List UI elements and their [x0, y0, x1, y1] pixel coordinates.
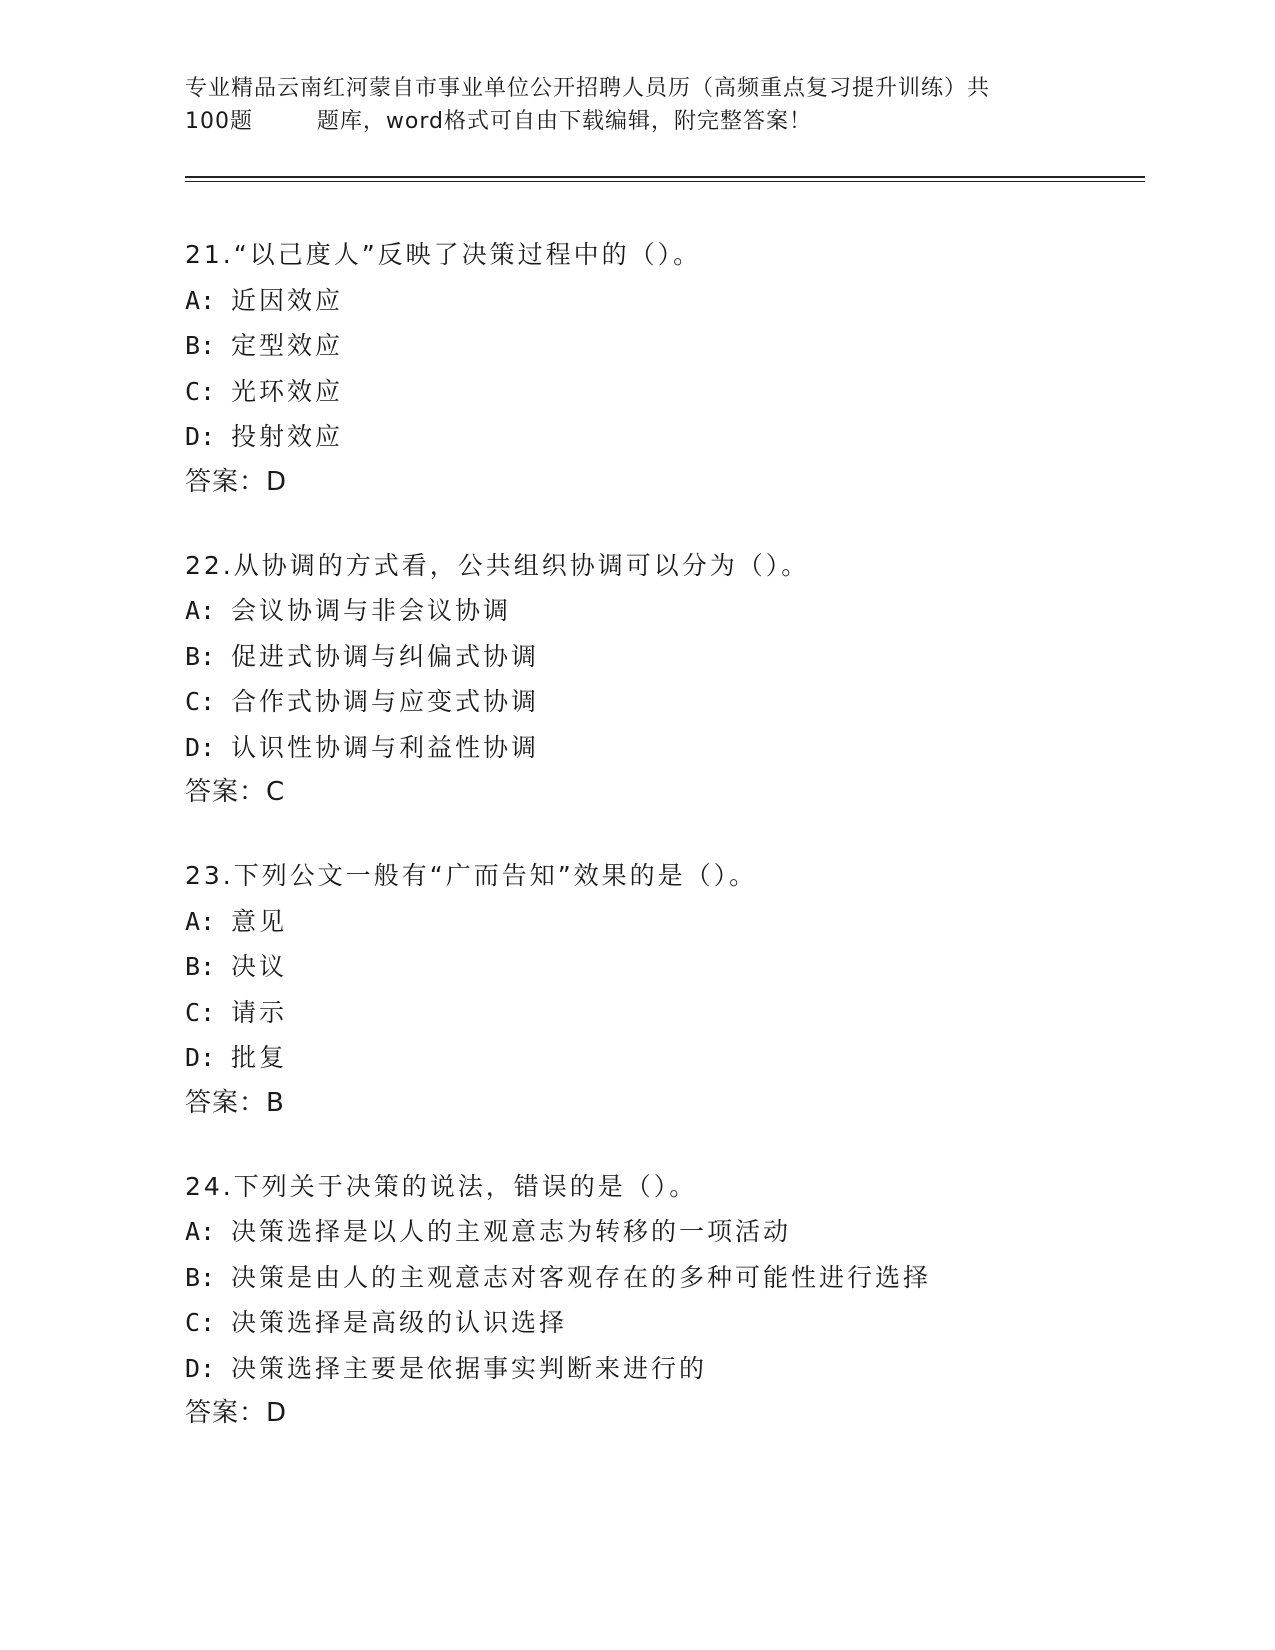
option-text: 请示	[231, 997, 288, 1027]
option-text: 决策选择主要是依据事实判断来进行的	[231, 1353, 708, 1383]
option-c	[185, 990, 1145, 1036]
option-text: 决策选择是高级的认识选择	[231, 1308, 568, 1337]
option-key: C:	[185, 376, 216, 406]
option-key: C:	[185, 997, 216, 1027]
option-text: 合作式协调与应变式协调	[231, 687, 540, 716]
option-key: A:	[185, 906, 216, 936]
option-key: B:	[185, 331, 216, 360]
option-text: 决策是由人的主观意志对客观存在的多种可能性进行选择	[231, 1262, 932, 1292]
option-d	[185, 414, 1145, 460]
option-key: B:	[185, 641, 216, 671]
option-key: D:	[185, 422, 216, 451]
option-text: 促进式协调与纠偏式协调	[231, 641, 540, 671]
question-21	[185, 232, 1145, 505]
header-divider-thick	[185, 176, 1145, 178]
option-text: 决议	[231, 952, 288, 981]
option-key: D:	[185, 1043, 216, 1072]
question-23	[185, 853, 1145, 1126]
option-a	[185, 278, 1145, 324]
option-a	[185, 899, 1145, 945]
option-d	[185, 725, 1145, 771]
option-b	[185, 323, 1145, 369]
answer-line: 答案：B	[185, 1087, 285, 1118]
option-text: 决策选择是以人的主观意志为转移的一项活动	[231, 1217, 792, 1246]
option-key: D:	[185, 732, 216, 762]
option-c	[185, 1300, 1145, 1346]
option-key: A:	[185, 596, 216, 625]
option-text: 定型效应	[231, 331, 344, 360]
option-b	[185, 944, 1145, 990]
option-text: 批复	[231, 1043, 288, 1072]
option-key: A:	[185, 1217, 216, 1246]
header-line-2: 100题 题库，word格式可自由下载编辑，附完整答案！	[185, 109, 813, 134]
option-b	[185, 1255, 1145, 1301]
option-b	[185, 634, 1145, 680]
answer-line: 答案：D	[185, 1398, 288, 1428]
option-text: 认识性协调与利益性协调	[231, 732, 540, 762]
option-key: D:	[185, 1353, 216, 1383]
question-stem: 24.下列关于决策的说法，错误的是（）。	[185, 1171, 698, 1201]
answer-line: 答案：D	[185, 466, 288, 497]
option-c	[185, 679, 1145, 725]
option-key: C:	[185, 687, 216, 716]
question-stem: 22.从协调的方式看，公共组织协调可以分为（）。	[185, 550, 810, 580]
question-22	[185, 543, 1145, 816]
option-text: 会议协调与非会议协调	[231, 596, 512, 625]
answer-line: 答案：C	[185, 777, 286, 807]
header-divider-thin	[185, 181, 1145, 182]
header-line-1: 专业精品云南红河蒙自市事业单位公开招聘人员历（高频重点复习提升训练）共	[185, 76, 991, 101]
option-text: 投射效应	[231, 422, 344, 451]
option-key: B:	[185, 952, 216, 981]
option-key: C:	[185, 1308, 216, 1337]
document-header	[185, 72, 1085, 138]
option-key: A:	[185, 285, 216, 315]
option-c	[185, 369, 1145, 415]
option-d	[185, 1035, 1145, 1081]
question-stem: 21.“以己度人”反映了决策过程中的（）。	[185, 240, 702, 269]
question-stem: 23.下列公文一般有“广而告知”效果的是（）。	[185, 861, 758, 890]
option-text: 近因效应	[231, 285, 344, 315]
question-24	[185, 1164, 1145, 1437]
option-d	[185, 1346, 1145, 1392]
option-text: 光环效应	[231, 376, 344, 406]
question-list	[185, 232, 1145, 1474]
option-a	[185, 1209, 1145, 1255]
option-key: B:	[185, 1262, 216, 1292]
option-a	[185, 588, 1145, 634]
option-text: 意见	[231, 906, 288, 936]
